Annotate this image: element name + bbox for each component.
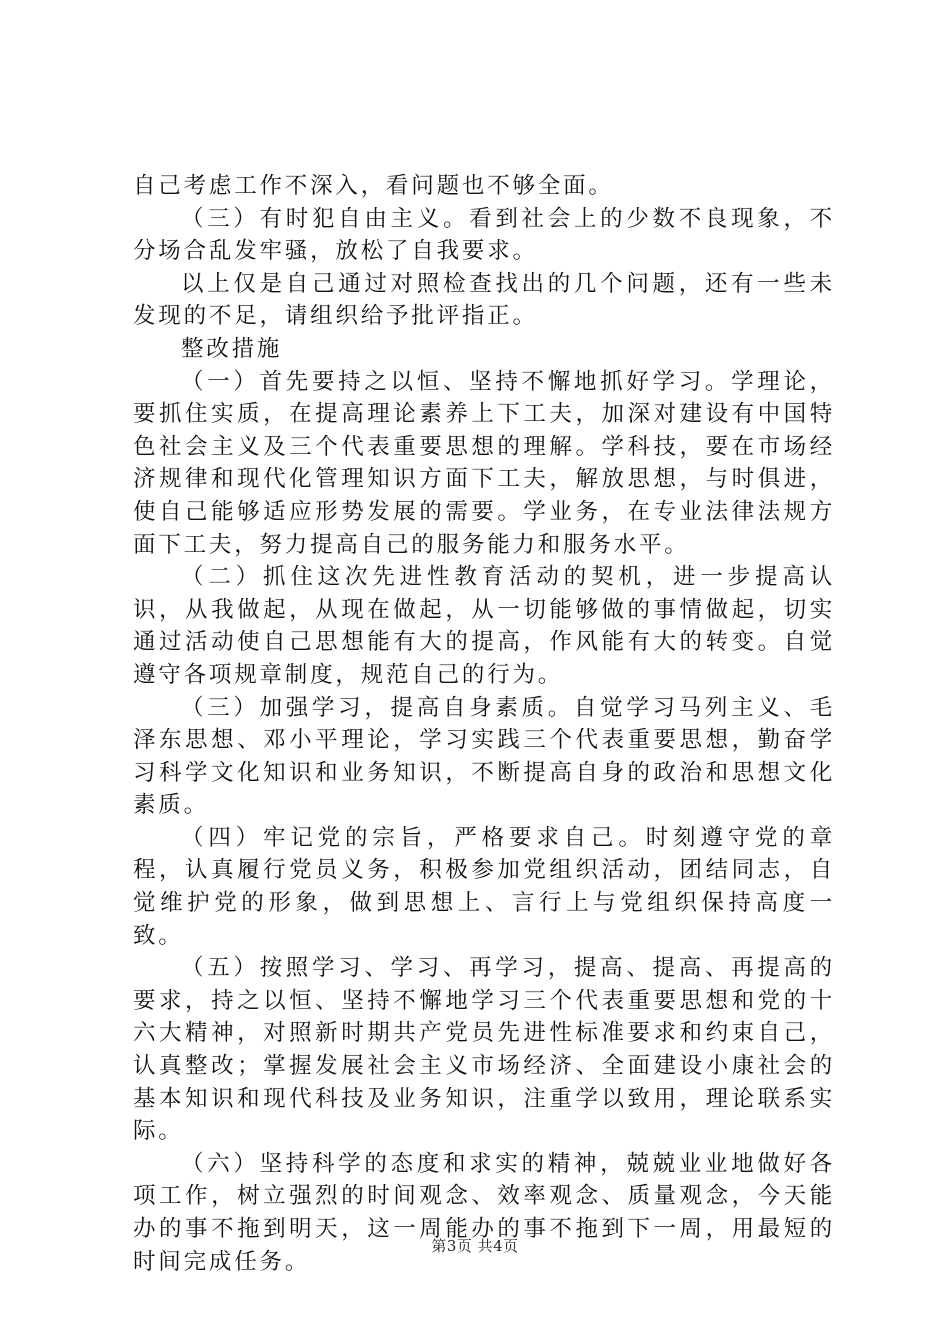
document-body xyxy=(133,170,835,1278)
paragraph-summary: 以上仅是自己通过对照检查找出的几个问题，还有一些未发现的不足，请组织给予批评指正。 xyxy=(133,270,835,330)
paragraph-measure-4: （四）牢记党的宗旨，严格要求自己。时刻遵守党的章程，认真履行党员义务，积极参加党组织活动，团结同志，自觉维护党的形象，做到思想上、言行上与党组织保持高度一致。 xyxy=(133,824,835,949)
paragraph-measure-5: （五）按照学习、学习、再学习，提高、提高、再提高的要求，持之以恒、坚持不懈地学习三个代表重要思想和党的十六大精神，对照新时期共产党员先进性标准要求和约束自己，认真整改；掌握发展社会主义市场经济、全面建设小康社会的基本知识和现代科技及业务知识，注重学以致用，理论联系实际。 xyxy=(133,955,835,1145)
paragraph-issue-3: （三）有时犯自由主义。看到社会上的少数不良现象，不分场合乱发牢骚，放松了自我要求。 xyxy=(133,205,835,265)
paragraph-measure-1: （一）首先要持之以恒、坚持不懈地抓好学习。学理论，要抓住实质，在提高理论素养上下工夫，加深对建设有中国特色社会主义及三个代表重要思想的理解。学科技，要在市场经济规律和现代化管理知识方面下工夫，解放思想，与时俱进，使自己能够适应形势发展的需要。学业务，在专业法律法规方面下工夫，努力提高自己的服务能力和服务水平。 xyxy=(133,368,835,558)
page-number-footer: 第3页 共4页 xyxy=(431,1237,519,1255)
paragraph-measure-6: （六）坚持科学的态度和求实的精神，兢兢业业地做好各项工作，树立强烈的时间观念、效率观念、质量观念，今天能办的事不拖到明天，这一周能办的事不拖到下一周，用最短的时间完成任务。 xyxy=(133,1150,835,1275)
paragraph-continuation: 自己考虑工作不深入，看问题也不够全面。 xyxy=(133,173,614,199)
paragraph-measure-2: （二）抓住这次先进性教育活动的契机，进一步提高认识，从我做起，从现在做起，从一切能够做的事情做起，切实通过活动使自己思想能有大的提高，作风能有大的转变。自觉遵守各项规章制度，规范自己的行为。 xyxy=(133,564,835,688)
section-heading-measures: 整改措施 xyxy=(181,335,283,362)
paragraph-measure-3: （三）加强学习，提高自身素质。自觉学习马列主义、毛泽东思想、邓小平理论，学习实践三个代表重要思想，勤奋学习科学文化知识和业务知识，不断提高自身的政治和思想文化素质。 xyxy=(133,694,835,819)
